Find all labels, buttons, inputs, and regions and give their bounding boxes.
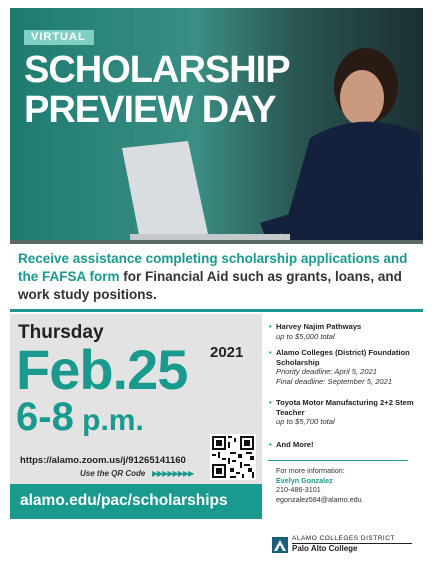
scholarship-name: Toyota Motor Manufacturing 2+2 Stem Teacher [276, 398, 414, 417]
event-date: Feb.25 [16, 338, 188, 401]
qr-label: Use the QR Code [80, 469, 146, 478]
lead-highlight: Receive assistance completing scholarship applications and the FAFSA form [18, 251, 408, 284]
scholarship-name: Alamo Colleges (District) Foundation Scholarship [276, 348, 410, 367]
lead-rest: for Financial Aid such as grants, loans, and work study positions. [18, 269, 402, 302]
hero-banner [10, 8, 423, 244]
scholarship-priority-deadline: Priority deadline: April 5, 2021 [276, 367, 378, 376]
contact-label: For more information: [276, 466, 345, 475]
scholarship-name: Harvey Najim Pathways [276, 322, 362, 331]
event-time-suffix: p.m. [73, 404, 144, 437]
scholarship-item: • And More! [276, 440, 426, 450]
section-rule [10, 309, 423, 312]
college-logo-icon [272, 537, 288, 553]
lead-paragraph [18, 250, 418, 304]
scholarship-item: • Alamo Colleges (District) Foundation Scholarship Priority deadline: April 5, 2021 Final deadline: September 5, 2021 [276, 348, 426, 386]
scholarship-final-deadline: Final deadline: September 5, 2021 [276, 376, 393, 386]
website-bar [10, 484, 262, 519]
arrow-icons: ▶▶▶▶▶▶▶▶ [152, 469, 194, 478]
event-year: 2021 [210, 344, 244, 361]
scholarship-item: • Toyota Motor Manufacturing 2+2 Stem Teacher up to $5,700 total [276, 398, 426, 427]
college-name: Palo Alto College [292, 544, 358, 553]
scholarship-name: And More! [276, 440, 314, 449]
contact-email[interactable]: egonzalez584@alamo.edu [276, 494, 362, 504]
zoom-info [10, 451, 210, 483]
scholarship-item: • Harvey Najim Pathways up to $5,000 total [276, 322, 426, 341]
district-name: ALAMO COLLEGES DISTRICT [292, 535, 395, 542]
event-day: Thursday [18, 322, 104, 343]
website-link[interactable]: alamo.edu/pac/scholarships [20, 492, 228, 509]
qr-code-icon[interactable] [210, 434, 256, 480]
event-time-main: 6-8 [16, 395, 74, 439]
zoom-link[interactable]: https://alamo.zoom.us/j/91265141160 [20, 455, 186, 466]
contact-divider [268, 460, 408, 461]
scholarship-amount: up to $5,700 total [276, 417, 335, 426]
scholarship-amount: up to $5,000 total [276, 331, 335, 341]
footer-logo [270, 535, 420, 555]
contact-name: Evelyn Gonzalez [276, 475, 333, 485]
virtual-tag: VIRTUAL [24, 30, 94, 45]
hero-title-line1: SCHOLARSHIP [24, 49, 290, 91]
contact-phone[interactable]: 210-486-3101 [276, 485, 321, 494]
contact-info [276, 466, 362, 504]
hero-title-line2: PREVIEW DAY [24, 89, 276, 131]
event-time [16, 395, 144, 443]
